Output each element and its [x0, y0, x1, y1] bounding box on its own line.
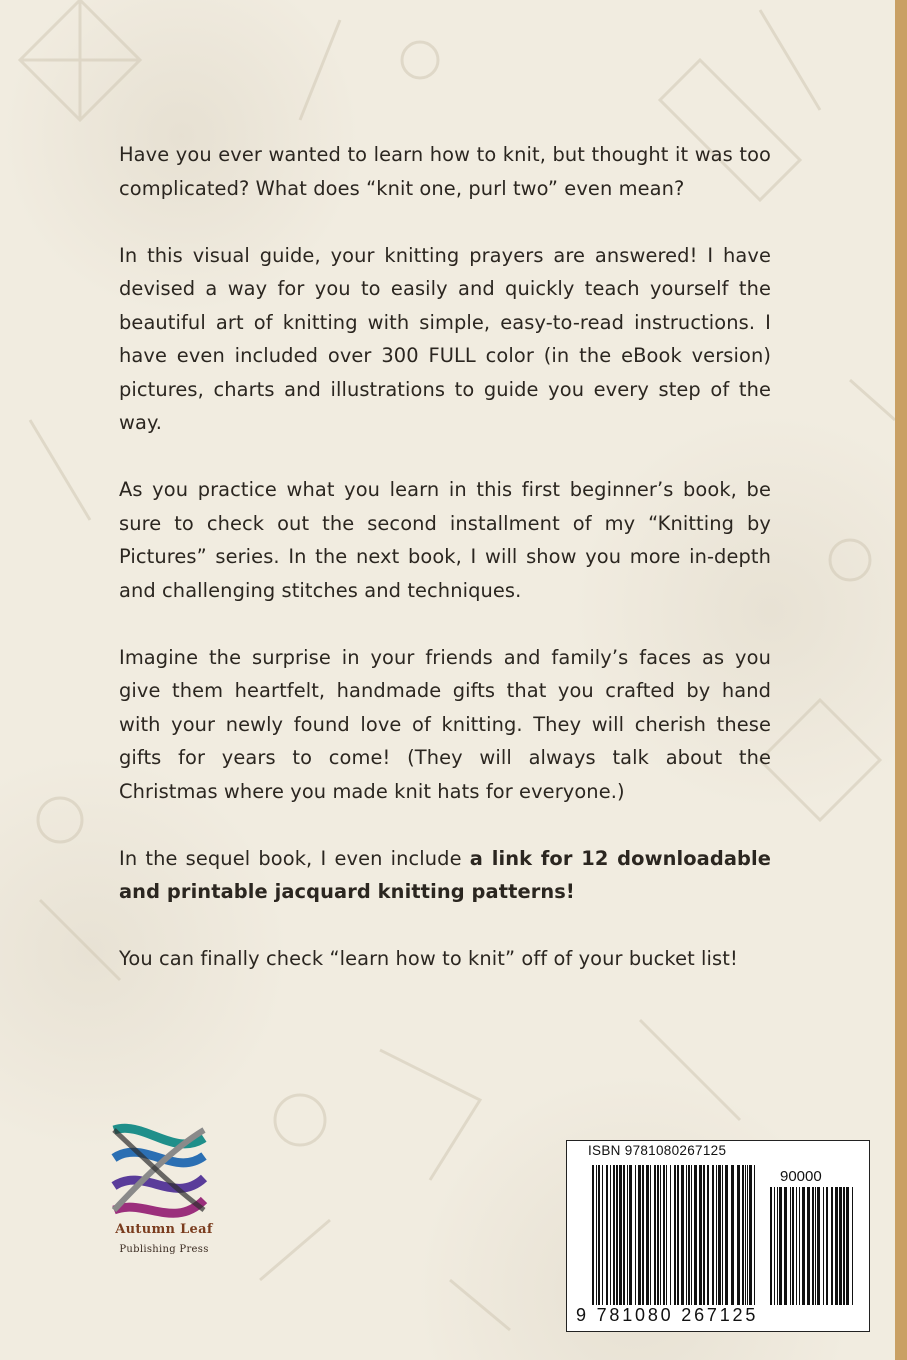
barcode-bar: [747, 1165, 748, 1305]
barcode-bar: [610, 1165, 611, 1305]
barcode-bar: [815, 1187, 816, 1305]
barcode-bar: [660, 1165, 661, 1305]
barcode-bar: [712, 1165, 714, 1305]
barcode-bar: [606, 1165, 608, 1305]
barcode-bar: [779, 1187, 782, 1305]
ean-digits: 9 781080 267125: [576, 1305, 759, 1325]
barcode-bar: [657, 1165, 659, 1305]
barcode-bar: [770, 1187, 772, 1305]
barcode-bar: [792, 1187, 794, 1305]
spine-edge: [895, 0, 907, 1360]
barcode-bar: [846, 1187, 849, 1305]
paragraph-5: [119, 842, 771, 909]
isbn-label: ISBN 9781080267125: [588, 1143, 727, 1158]
barcode-bar: [650, 1165, 651, 1305]
barcode-bar: [654, 1165, 656, 1305]
paragraph-6: You can finally check “learn how to knit” off of your bucket list!: [119, 947, 738, 970]
barcode-bar: [596, 1165, 597, 1305]
ean-barcode: [592, 1165, 757, 1305]
barcode-bar: [817, 1187, 820, 1305]
barcode-bar: [799, 1187, 800, 1305]
addon-digits: 90000: [780, 1168, 822, 1185]
barcode-bar: [623, 1165, 625, 1305]
barcode-bar: [737, 1165, 740, 1305]
barcode-bar: [784, 1187, 787, 1305]
barcode-bar: [731, 1165, 734, 1305]
barcode-bar: [629, 1165, 632, 1305]
publisher-subtitle: Publishing Press: [119, 1244, 209, 1255]
barcode-bar: [796, 1187, 797, 1305]
barcode-bar: [831, 1187, 833, 1305]
barcode-bar: [592, 1165, 594, 1305]
barcode-bar: [602, 1165, 603, 1305]
barcode-bar: [725, 1165, 728, 1305]
barcode-bar: [812, 1187, 814, 1305]
barcode-bar: [807, 1187, 810, 1305]
barcode-bar: [694, 1165, 697, 1305]
barcode-bar: [802, 1187, 805, 1305]
barcode-bar: [754, 1165, 755, 1305]
barcode-bar: [790, 1187, 791, 1305]
barcode-bar: [638, 1165, 641, 1305]
barcode-bar: [826, 1187, 828, 1305]
barcode-bar: [718, 1165, 721, 1305]
barcode-bar: [843, 1187, 845, 1305]
barcode-bar: [598, 1165, 600, 1305]
barcode-bar: [646, 1165, 649, 1305]
barcode-bar: [777, 1187, 778, 1305]
barcode-bar: [835, 1187, 838, 1305]
barcode-bar: [677, 1165, 679, 1305]
barcode-bar: [852, 1187, 853, 1305]
barcode-bar: [749, 1165, 752, 1305]
barcode-bar: [670, 1165, 671, 1305]
addon-barcode: [770, 1187, 854, 1305]
barcode-bar: [722, 1165, 723, 1305]
paragraph-2: In this visual guide, your knitting prayers are answered! I have devised a way for you to easily and quickly teach yourself the beautiful art of knitting with simple, easy-to-read instructions. I have even included over 300 FULL color (in the eBook version) pictures, charts and illustrations to guide you every step of the way.: [119, 243, 771, 434]
barcode-bar: [691, 1165, 692, 1305]
publisher-name: Autumn Leaf: [115, 1222, 213, 1237]
barcode-bar: [745, 1165, 746, 1305]
barcode-bar: [619, 1165, 622, 1305]
barcode-bar: [774, 1187, 775, 1305]
barcode-bar: [823, 1187, 824, 1305]
barcode-bar: [663, 1165, 665, 1305]
barcode-bar: [707, 1165, 709, 1305]
barcode-bar: [686, 1165, 687, 1305]
paragraph-5-text: In the sequel book, I even include: [119, 846, 470, 870]
barcode-bar: [666, 1165, 667, 1305]
paragraph-1: Have you ever wanted to learn how to knit, but thought it was too complicated? What does “knit one, purl two” even mean?: [119, 143, 771, 200]
barcode-bar: [699, 1165, 702, 1305]
barcode-bar: [681, 1165, 684, 1305]
blurb: [119, 138, 771, 1009]
barcode-bar: [839, 1187, 842, 1305]
paragraph-3: As you practice what you learn in this first beginner’s book, be sure to check out the second installment of my “Knitting by Pictures” series. In the next book, I will show you more in-depth and challenging stitches and techniques.: [119, 478, 771, 602]
paragraph-4: Imagine the surprise in your friends and family’s faces as you give them heartfelt, handmade gifts that you crafted by hand with your newly found love of knitting. They will cherish these gifts for years to come! (They will always talk about the Christmas where you made knit hats for everyone.): [119, 645, 771, 803]
barcode-bar: [688, 1165, 690, 1305]
paragraph-5-bold: a link for 12 downloadable and printable jacquard knitting patterns!: [119, 846, 771, 903]
barcode-bar: [674, 1165, 676, 1305]
barcode-bar: [627, 1165, 628, 1305]
barcode-bar: [635, 1165, 636, 1305]
barcode-bar: [613, 1165, 615, 1305]
barcode-bar: [742, 1165, 744, 1305]
barcode-bar: [716, 1165, 717, 1305]
barcode-bar: [616, 1165, 618, 1305]
barcode-bar: [642, 1165, 644, 1305]
barcode-bar: [703, 1165, 705, 1305]
